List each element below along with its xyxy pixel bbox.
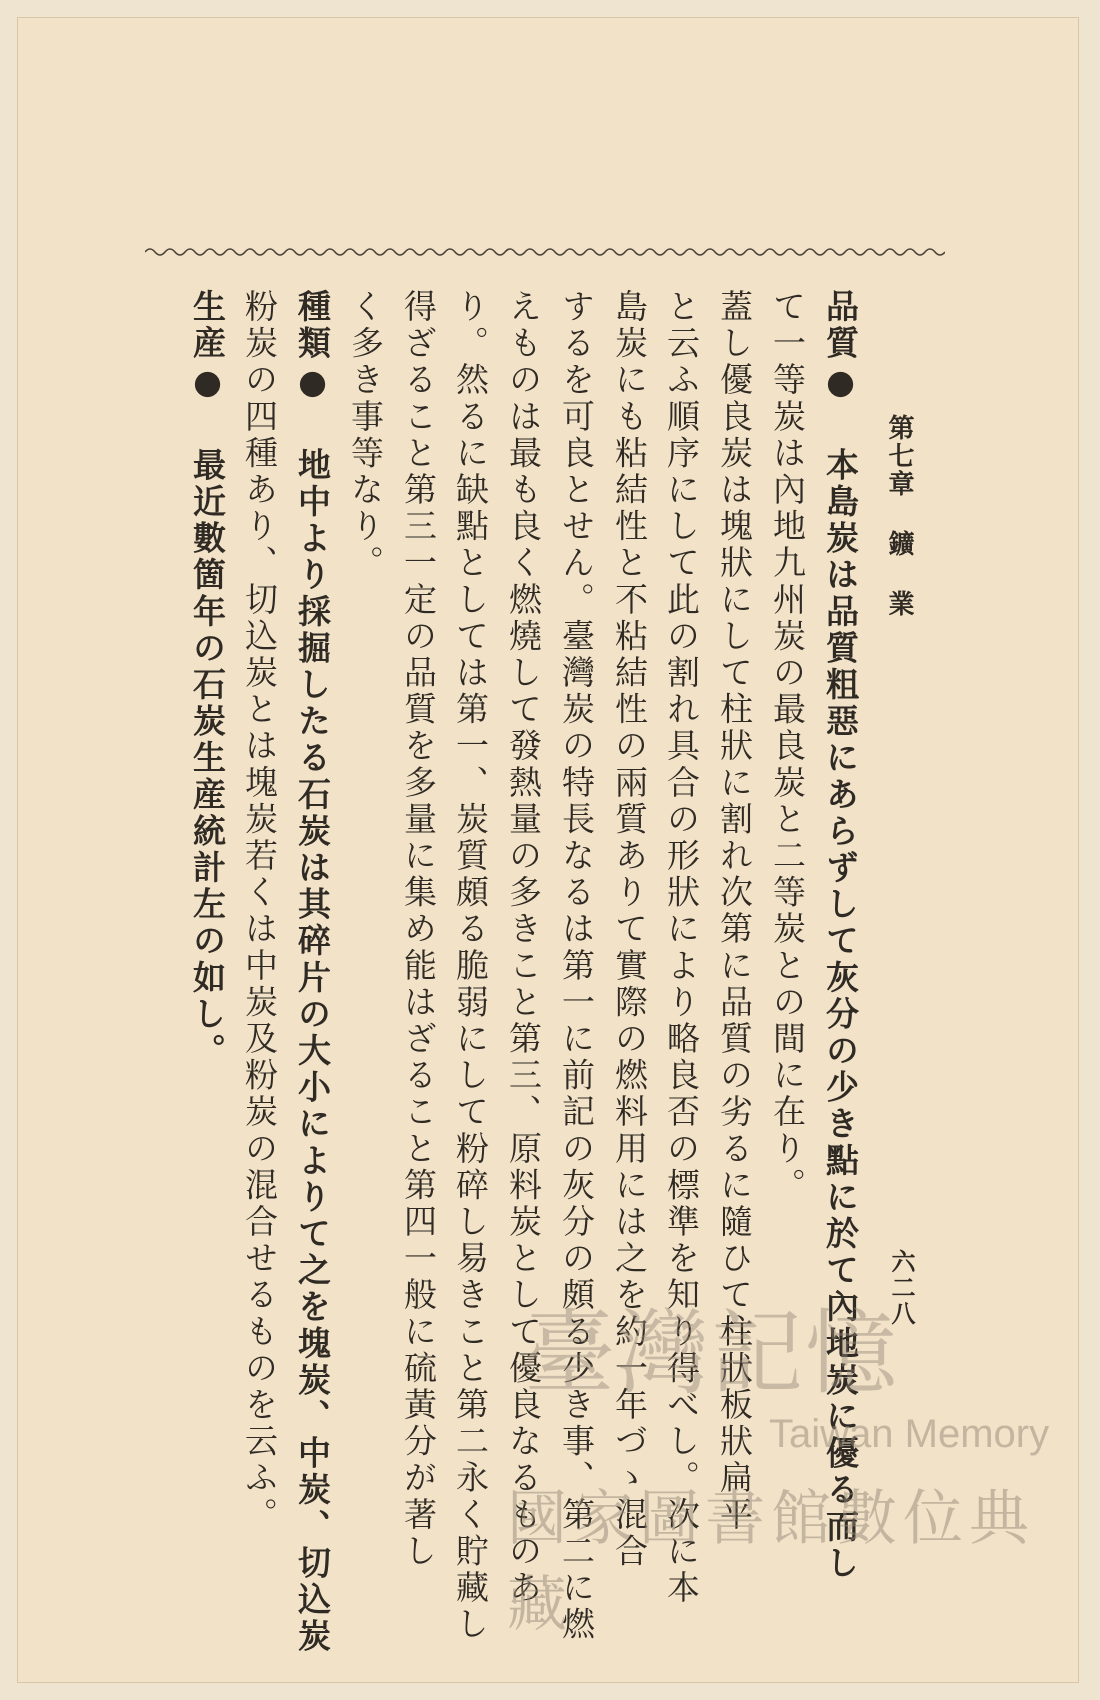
text-line: り。然るに缺點としては第一、炭質頗る脆弱にして粉碎し易きこと第二永く貯藏し xyxy=(451,289,490,1644)
text-line: 生産● 最近數箇年の石炭生産統計左の如し。 xyxy=(188,289,227,1070)
text-line: 種類● 地中より採掘したる石炭は其碎片の大小によりて之を塊炭、中炭、切込炭 xyxy=(293,289,332,1656)
text-line: えものは最も良く燃燒して發熱量の多きこと第三、原料炭として優良なるものあ xyxy=(504,289,543,1607)
text-line: 品質● 本島炭は品質粗惡にあらずして灰分の少き點に於て內地炭に優る而し xyxy=(821,289,860,1582)
text-line: 粉炭の四種あり、切込炭とは塊炭若くは中炭及粉炭の混合せるものを云ふ。 xyxy=(240,289,279,1534)
page-number: 六二八 xyxy=(887,1249,916,1327)
text-line: と云ふ順序にして此の割れ具合の形狀により略良否の標準を知り得べし。次に本 xyxy=(662,289,701,1607)
watermark-logo: 臺灣記憶 xyxy=(523,1300,900,1407)
text-line: 島炭にも粘結性と不粘結性の兩質ありて實際の燃料用には之を約一年づゝ混合 xyxy=(610,289,649,1570)
text-line: 蓋し優良炭は塊狀にして柱狀に割れ次第に品質の劣るに隨ひて柱狀板狀扁平 xyxy=(715,289,754,1534)
wavy-divider xyxy=(145,243,945,261)
text-line: 得ざること第三一定の品質を多量に集め能はざること第四一般に硫黃分が著し xyxy=(399,289,438,1570)
watermark-library: 國家圖書館數位典藏 xyxy=(507,1484,1035,1640)
running-title: 第七章 鑛 業 xyxy=(884,414,914,618)
text-line: く多き事等なり。 xyxy=(346,289,385,582)
watermark-subtitle: Taiwan Memory xyxy=(769,1412,1050,1456)
text-line: て一等炭は內地九州炭の最良炭と二等炭との間に在り。 xyxy=(768,289,807,1204)
text-line: するを可良とせん。臺灣炭の特長なるは第一に前記の灰分の頗る少き事、第二に燃 xyxy=(557,289,596,1644)
book-page xyxy=(17,17,1079,1683)
